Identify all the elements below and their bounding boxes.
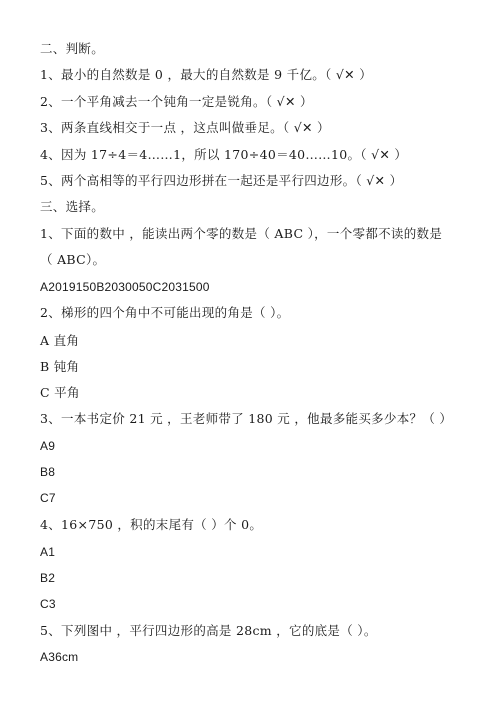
choice-q1-line2: （ ABC）。	[40, 252, 106, 267]
judgement-item-1: 1、最小的自然数是 0 ，最大的自然数是 9 千亿。（ √✕ ）	[40, 67, 372, 82]
choice-q1-options: A2019150B2030050C2031500	[40, 280, 210, 294]
choice-q2-option-b: B 钝角	[40, 359, 80, 374]
choice-q3-option-b: B8	[40, 465, 56, 479]
judgement-item-5: 5、两个高相等的平行四边形拼在一起还是平行四边形。（ √✕ ）	[40, 173, 403, 188]
choice-q3-option-c: C7	[40, 491, 56, 505]
section-heading-judgement: 二、判断。	[40, 41, 105, 56]
choice-q2-question: 2、梯形的四个角中不可能出现的角是（ ）。	[40, 305, 290, 320]
choice-q1-line1: 1、下面的数中 ，能读出两个零的数是（ ABC ），一个零都不读的数是	[40, 226, 443, 241]
judgement-item-3: 3、两条直线相交于一点 ，这点叫做垂足。（ √✕ ）	[40, 120, 330, 135]
choice-q4-option-b: B2	[40, 571, 56, 585]
choice-q3-question: 3、一本书定价 21 元 ，王老师带了 180 元 ，他最多能买多少本？（ ）	[40, 411, 453, 426]
choice-q2-option-a: A 直角	[40, 333, 80, 348]
section-heading-choice: 三、选择。	[40, 199, 105, 214]
choice-q5-question: 5、下列图中 ，平行四边形的高是 28cm ，它的底是（ ）。	[40, 623, 377, 638]
choice-q4-option-c: C3	[40, 597, 56, 611]
choice-q5-option-a: A36cm	[40, 650, 79, 664]
choice-q4-question: 4、16×750 ，积的末尾有（ ）个 0。	[40, 517, 263, 532]
judgement-item-4: 4、因为 17÷4＝4……1，所以 170÷40＝40……10。（ √✕ ）	[40, 147, 408, 162]
choice-q2-option-c: C 平角	[40, 385, 80, 400]
choice-q4-option-a: A1	[40, 545, 56, 559]
judgement-item-2: 2、一个平角减去一个钝角一定是锐角。（ √✕ ）	[40, 94, 313, 109]
choice-q3-option-a: A9	[40, 439, 56, 453]
